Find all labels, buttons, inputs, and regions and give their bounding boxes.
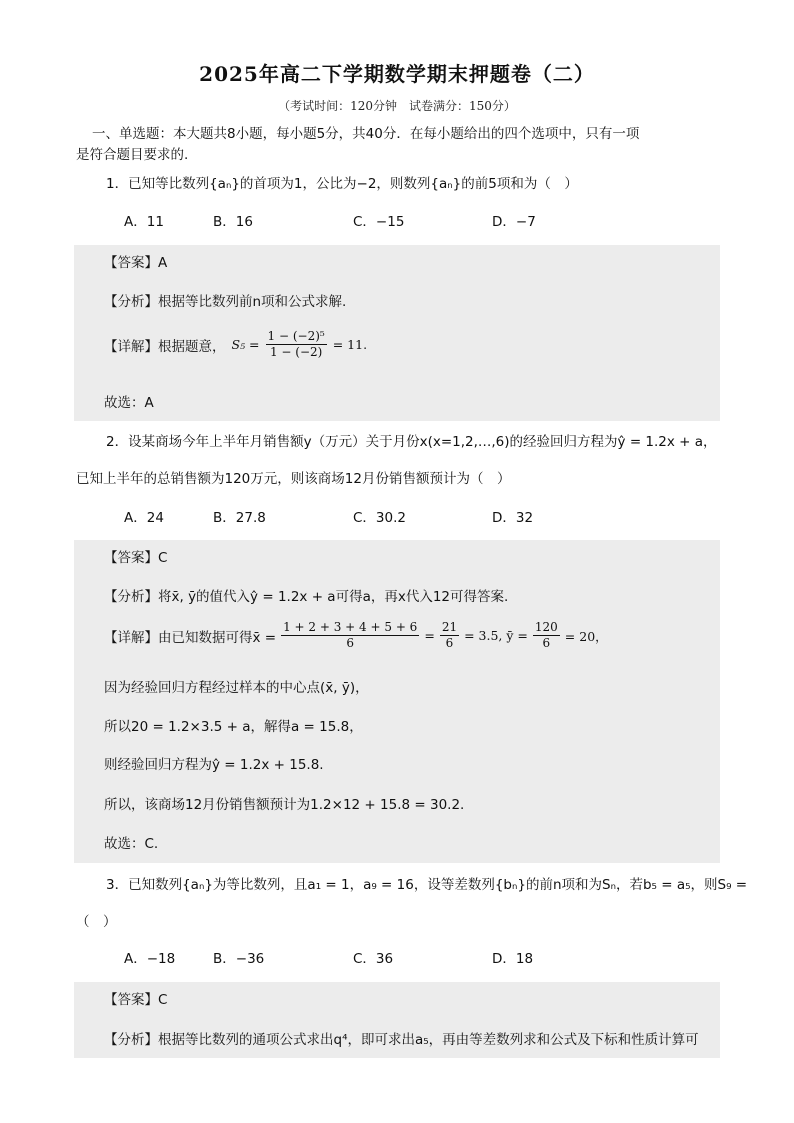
q3-stem-line1: 3．已知数列{aₙ}为等比数列，且a₁ = 1，a₉ = 16，设等差数列{bₙ}的前n项和为Sₙ，若b₅ = a₅，则S₉ = bbox=[106, 877, 748, 893]
q2-fraction-1-numerator: 1 + 2 + 3 + 4 + 5 + 6 bbox=[283, 620, 418, 634]
q1-answer-box bbox=[74, 245, 720, 421]
q2-fraction-3-denominator: 6 bbox=[542, 636, 551, 650]
q1-choose: 故选：A bbox=[104, 395, 154, 411]
q1-option-a: A．11 bbox=[124, 214, 164, 230]
q1-stem: 1．已知等比数列{aₙ}的首项为1，公比为−2，则数列{aₙ}的前5项和为（ ） bbox=[106, 176, 578, 192]
q1-fraction bbox=[266, 329, 327, 360]
q2-fraction-2-numerator: 21 bbox=[441, 620, 458, 634]
q2-detail-mid: = 3.5, ȳ = bbox=[464, 628, 528, 643]
q1-option-b: B．16 bbox=[213, 214, 253, 230]
q3-option-b: B．−36 bbox=[213, 951, 265, 967]
q1-detail-rhs: = 11. bbox=[332, 337, 368, 352]
q2-option-a: A．24 bbox=[124, 510, 164, 526]
q1-detail-label: 【详解】根据题意， bbox=[104, 338, 226, 355]
q2-answer: 【答案】C bbox=[104, 550, 168, 566]
exam-info: （考试时间：120分钟 试卷满分：150分） bbox=[278, 99, 516, 113]
q3-option-a: A．−18 bbox=[124, 951, 176, 967]
q2-line-a: 因为经验回归方程经过样本的中心点(x̄, ȳ)， bbox=[104, 680, 369, 696]
q2-choose: 故选：C. bbox=[104, 836, 159, 852]
q1-answer: 【答案】A bbox=[104, 255, 168, 271]
q3-analysis: 【分析】根据等比数列的通项公式求出q⁴，即可求出a₅，再由等差数列求和公式及下标和性质计算可 bbox=[104, 1032, 699, 1048]
q2-detail bbox=[104, 620, 608, 651]
q3-answer-box bbox=[74, 982, 720, 1058]
q2-fraction-3-numerator: 120 bbox=[534, 620, 558, 634]
q2-option-c: C．30.2 bbox=[353, 510, 406, 526]
q2-fraction-1 bbox=[281, 620, 419, 651]
q2-detail-eq: = bbox=[424, 628, 435, 643]
q2-stem-line1: 2．设某商场今年上半年月销售额y（万元）关于月份x(x=1,2,…,6)的经验回归方程为ŷ = 1.2x + a， bbox=[106, 434, 717, 450]
q1-detail bbox=[104, 329, 367, 360]
section-intro-line1: 一、单选题：本大题共8小题，每小题5分，共40分．在每小题给出的四个选项中，只有一项 bbox=[92, 126, 640, 142]
q2-detail-label: 【详解】由已知数据可得x̄ = bbox=[104, 629, 277, 646]
q1-option-d: D．−7 bbox=[492, 214, 536, 230]
q1-fraction-numerator: 1 − (−2)⁵ bbox=[267, 329, 325, 343]
q2-analysis: 【分析】将x̄, ȳ的值代入ŷ = 1.2x + a可得a，再x代入12可得答案. bbox=[104, 589, 509, 605]
q2-fraction-3 bbox=[533, 620, 560, 651]
q2-option-b: B．27.8 bbox=[213, 510, 266, 526]
q2-fraction-2-denominator: 6 bbox=[445, 636, 454, 650]
q2-answer-box bbox=[74, 540, 720, 863]
page-title: 2025年高二下学期数学期末押题卷（二） bbox=[199, 62, 595, 86]
q3-option-c: C．36 bbox=[353, 951, 394, 967]
q2-line-d: 所以，该商场12月份销售额预计为1.2×12 + 15.8 = 30.2. bbox=[104, 797, 465, 813]
q1-analysis: 【分析】根据等比数列前n项和公式求解. bbox=[104, 294, 347, 310]
q3-answer: 【答案】C bbox=[104, 992, 168, 1008]
section-intro-line2: 是符合题目要求的. bbox=[76, 147, 189, 163]
q2-line-b: 所以20 = 1.2×3.5 + a，解得a = 15.8， bbox=[104, 719, 363, 735]
q1-detail-lhs: S₅ = bbox=[231, 337, 260, 352]
q2-option-d: D．32 bbox=[492, 510, 534, 526]
q2-stem-line2: 已知上半年的总销售额为120万元，则该商场12月份销售额预计为（ ） bbox=[76, 471, 511, 487]
q1-fraction-denominator: 1 − (−2) bbox=[269, 345, 323, 359]
q3-stem-line2: （ ） bbox=[76, 914, 117, 930]
q3-option-d: D．18 bbox=[492, 951, 534, 967]
q2-line-c: 则经验回归方程为ŷ = 1.2x + 15.8. bbox=[104, 757, 324, 773]
q2-detail-end: = 20， bbox=[564, 628, 608, 644]
q2-fraction-2 bbox=[440, 620, 459, 651]
q2-fraction-1-denominator: 6 bbox=[346, 636, 355, 650]
q1-option-c: C．−15 bbox=[353, 214, 405, 230]
